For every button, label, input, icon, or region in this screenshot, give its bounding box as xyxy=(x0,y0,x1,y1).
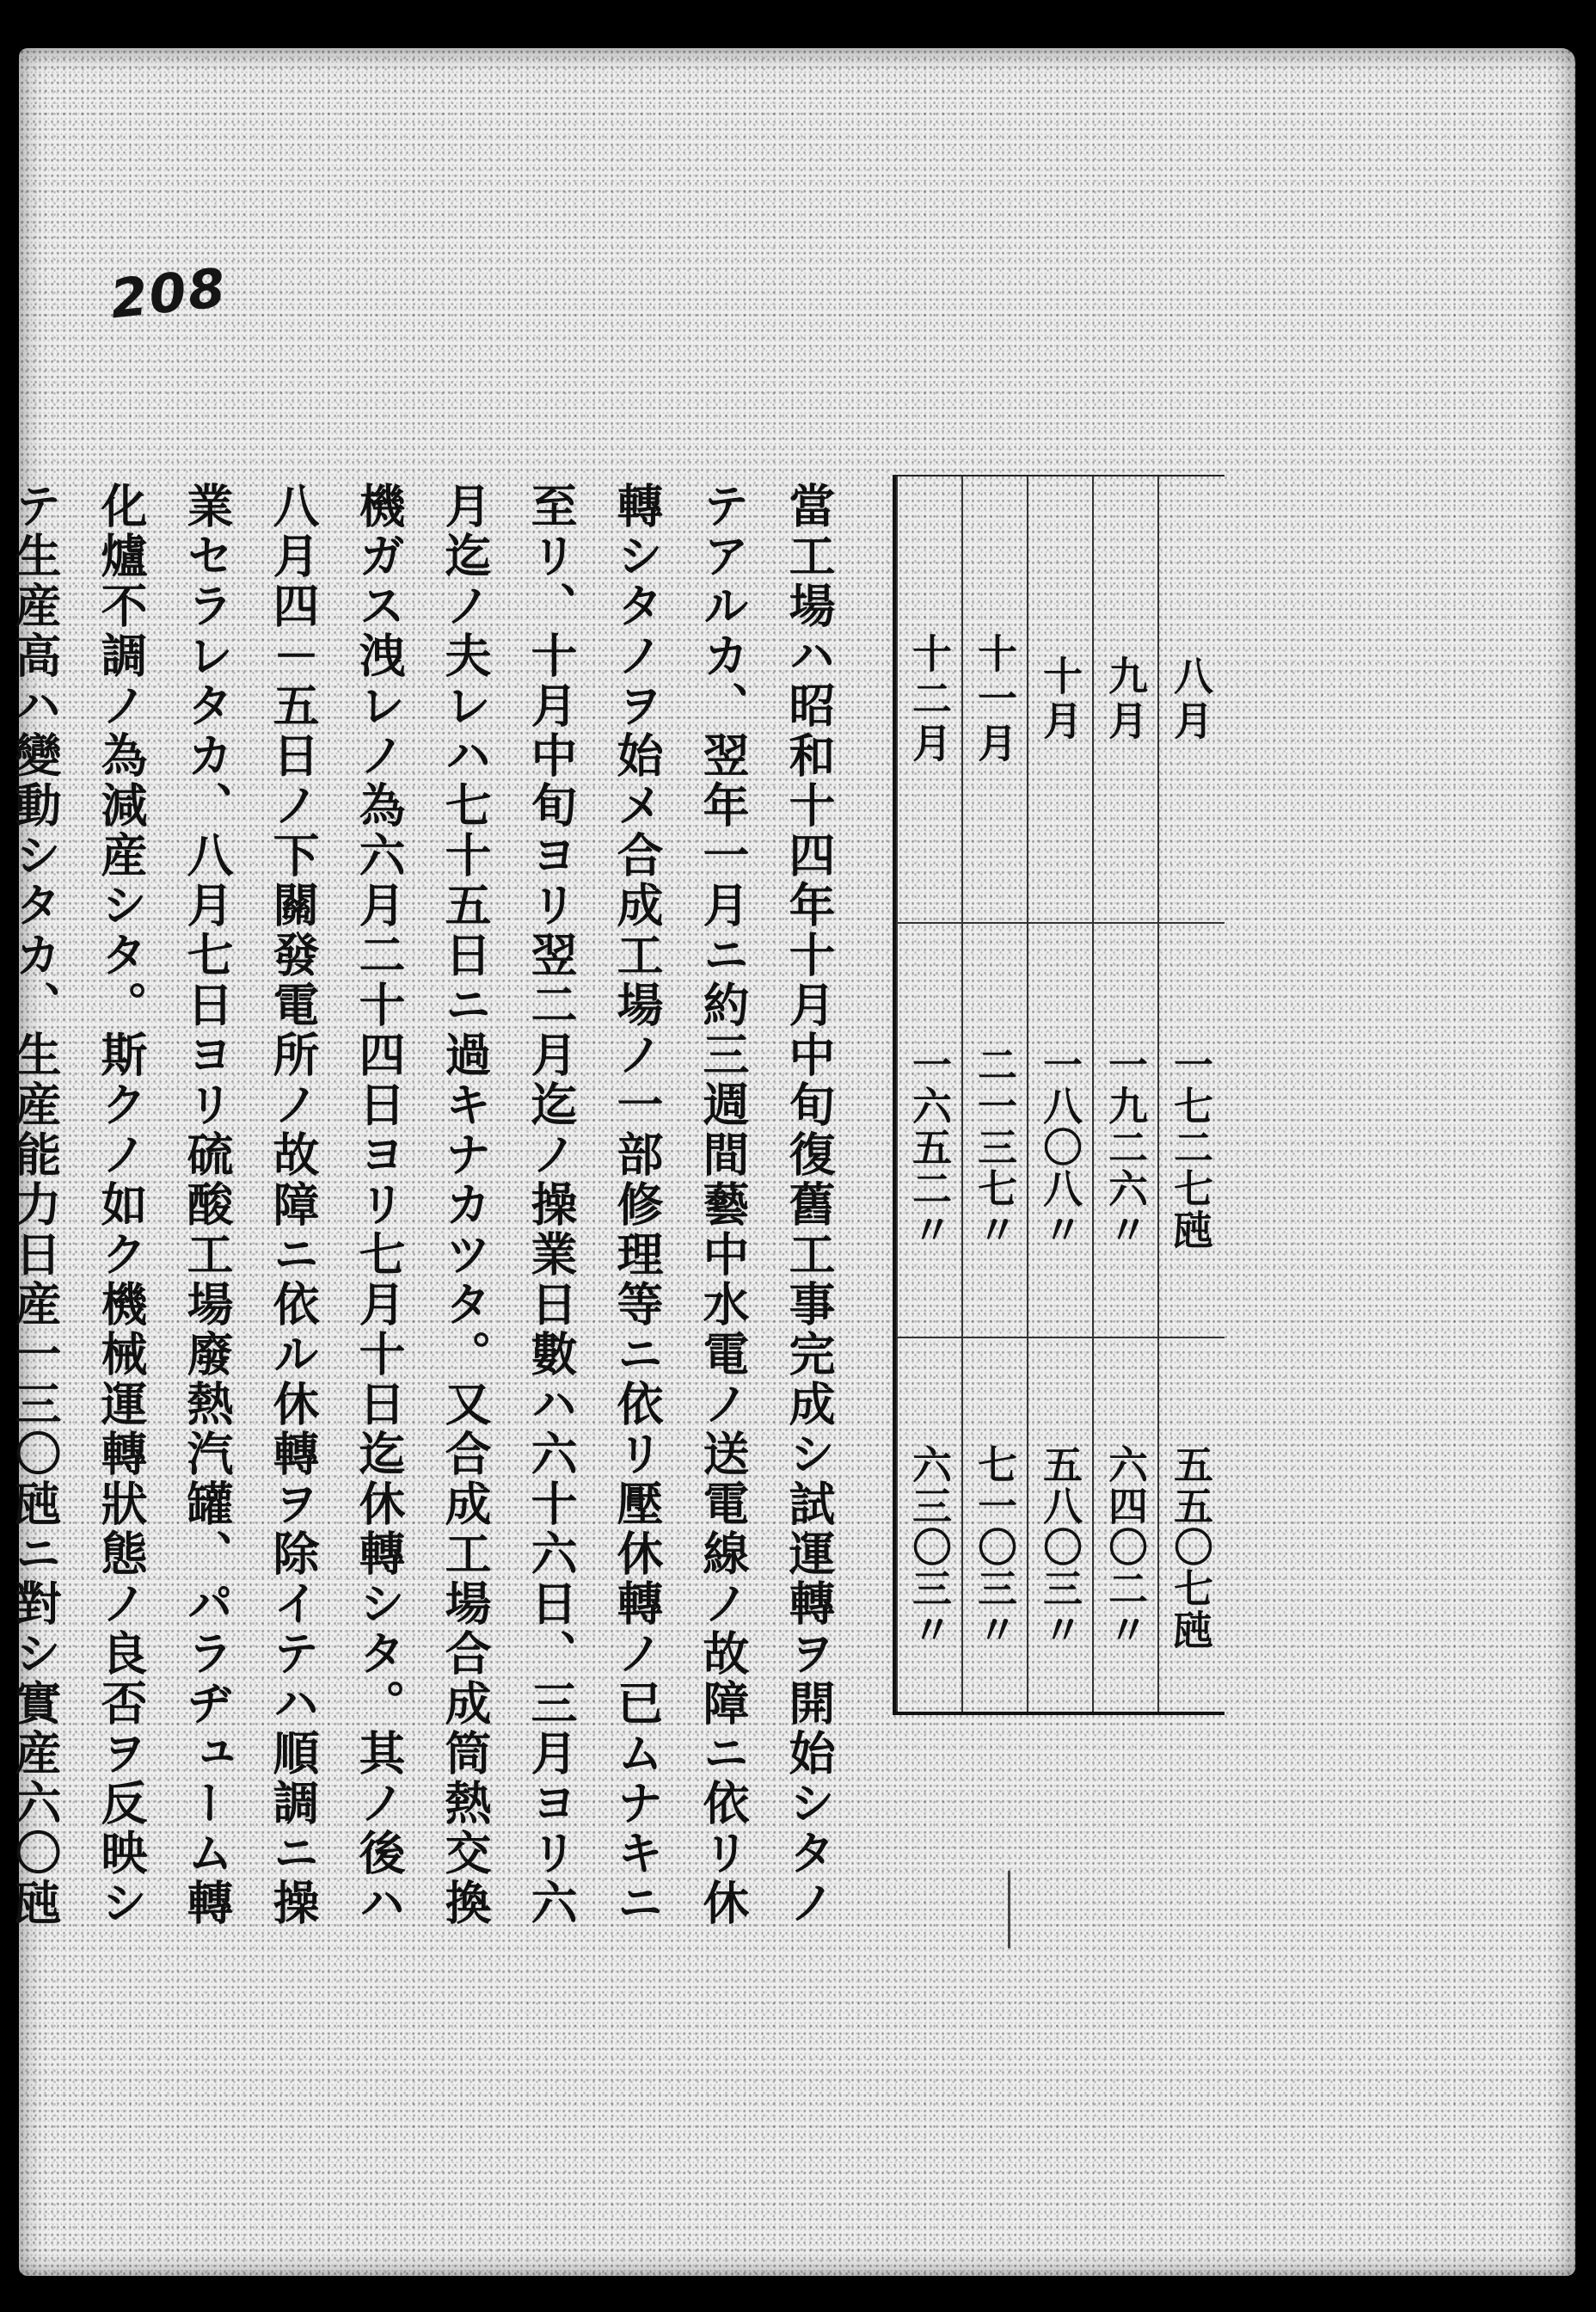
page-number: 208 xyxy=(107,255,230,331)
text-column: 業セラレタカ、八月七日ヨリ硫酸工場廢熱汽罐、パラヂューム轉 xyxy=(180,482,235,1928)
text-column: 月迄ノ夫レハ七十五日ニ過キナカツタ。又合成工場合成筒熱交換 xyxy=(438,482,493,1928)
text-column: テアルカ、翌年一月ニ約三週間藝中水電ノ送電線ノ故障ニ依リ休 xyxy=(696,482,751,1928)
production-cell: 二一三七〃 xyxy=(972,1044,1018,1251)
total-cell: 六四〇二〃 xyxy=(1102,1444,1149,1651)
total-cell: 六三〇三〃 xyxy=(906,1444,953,1651)
text-column: 機ガス洩レノ為六月二十四日ヨリ七月十日迄休轉シタ。其ノ後ハ xyxy=(352,482,407,1928)
production-cell: 一六五二〃 xyxy=(906,1044,953,1251)
table-row-september xyxy=(1092,477,1157,1712)
body-text xyxy=(0,482,852,2081)
month-cell: 九月 xyxy=(1102,655,1149,745)
production-cell: 一八〇八〃 xyxy=(1037,1044,1083,1251)
production-cell: 一七二七瓲 xyxy=(1168,1044,1214,1251)
margin-mark xyxy=(1008,1871,1010,1948)
table-row-december xyxy=(896,477,961,1712)
total-cell: 七一〇三〃 xyxy=(972,1444,1018,1651)
text-column: 轉シタノヲ始メ合成工場ノ一部修理等ニ依リ壓休轉ノ已ムナキニ xyxy=(610,482,665,1928)
month-cell: 八月 xyxy=(1168,655,1214,745)
text-column: テ生産高ハ變動シタカ、生産能力日産一三〇瓲ニ對シ實産六〇瓲 xyxy=(8,482,63,1928)
table-row-august xyxy=(1157,477,1223,1712)
month-cell: 十月 xyxy=(1037,655,1083,745)
table-row-october xyxy=(1027,477,1092,1712)
month-cell: 十一月 xyxy=(972,633,1018,767)
text-column: 八月四－五日ノ下關發電所ノ故障ニ依ル休轉ヲ除イテハ順調ニ操 xyxy=(266,482,321,1928)
table-row-november xyxy=(961,477,1027,1712)
month-cell: 十二月 xyxy=(906,633,953,767)
production-cell: 一九二六〃 xyxy=(1102,1044,1149,1251)
production-table xyxy=(893,475,1225,1715)
text-column: 化爐不調ノ為減産シタ。斯クノ如ク機械運轉狀態ノ良否ヲ反映シ xyxy=(94,482,149,1928)
total-cell: 五五〇七瓲 xyxy=(1168,1444,1214,1651)
text-column: 至リ、十月中旬ヨリ翌二月迄ノ操業日數ハ六十六日、三月ヨリ六 xyxy=(524,482,579,1928)
text-column: 當工場ハ昭和十四年十月中旬復舊工事完成シ試運轉ヲ開始シタノ xyxy=(782,482,837,1928)
total-cell: 五八〇三〃 xyxy=(1037,1444,1083,1651)
